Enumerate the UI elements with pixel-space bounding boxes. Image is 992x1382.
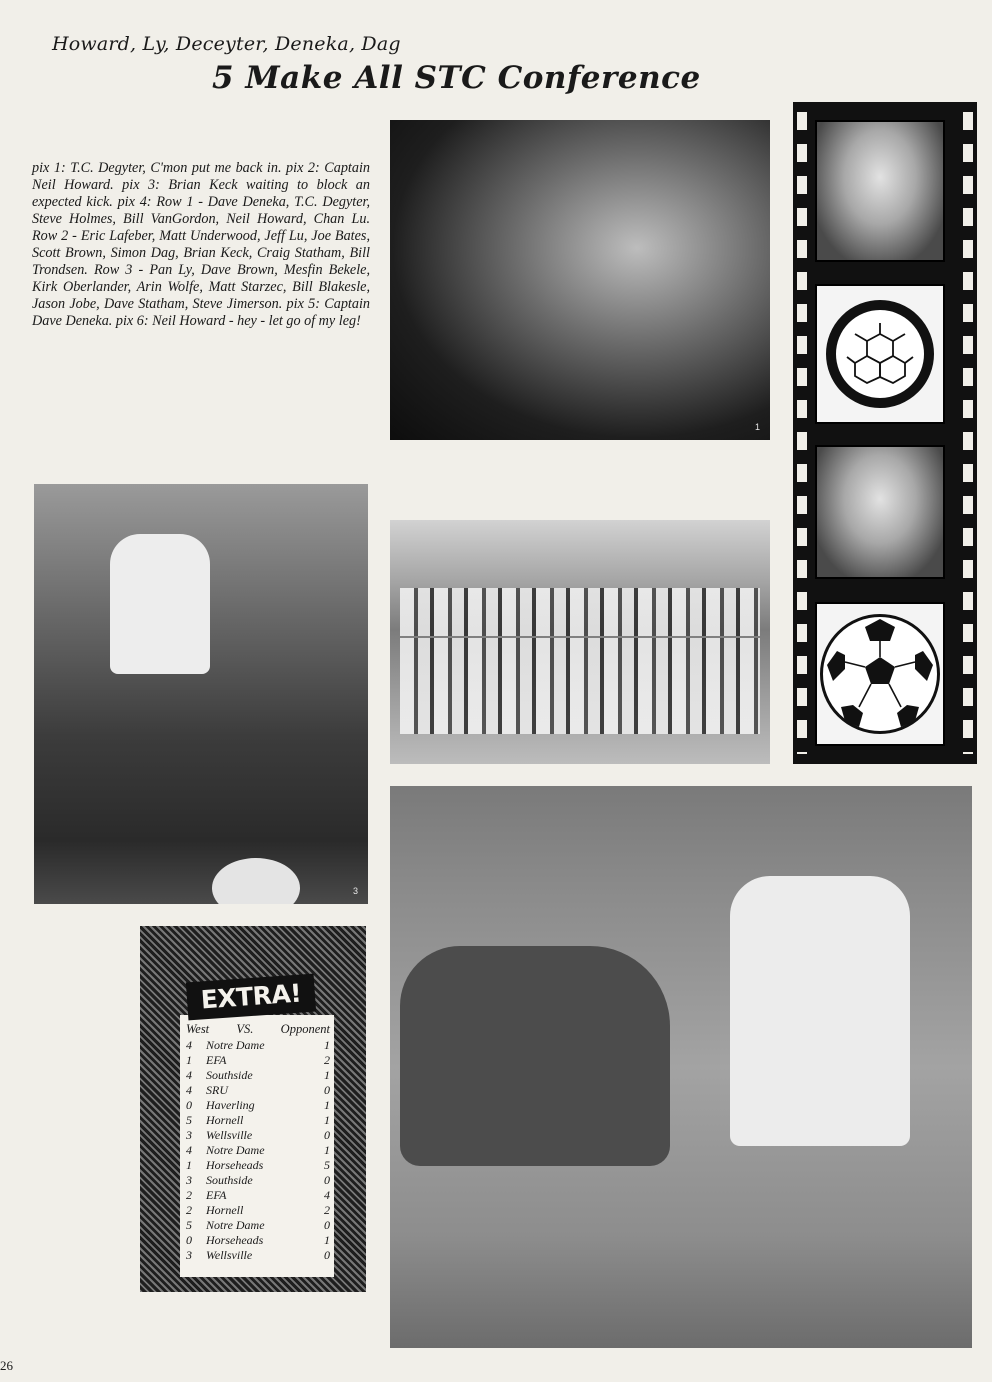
score-opponent: Wellsville bbox=[206, 1128, 253, 1142]
score-row bbox=[186, 1188, 330, 1203]
score-opponent: Southside bbox=[206, 1173, 253, 1187]
score-west: 1 bbox=[186, 1053, 192, 1067]
col-opponent: Opponent bbox=[280, 1022, 330, 1036]
goalie-figure bbox=[110, 534, 210, 674]
score-west: 0 bbox=[186, 1233, 192, 1247]
col-west: West bbox=[186, 1022, 210, 1036]
film-sprocket-holes bbox=[963, 112, 973, 754]
score-opponent: SRU bbox=[206, 1083, 228, 1097]
score-west: 3 bbox=[186, 1248, 192, 1262]
score-west: 5 bbox=[186, 1113, 192, 1127]
score-row bbox=[186, 1128, 330, 1143]
score-row bbox=[186, 1143, 330, 1158]
photo-number: 1 bbox=[754, 422, 760, 432]
score-west: 3 bbox=[186, 1128, 192, 1142]
score-score: 1 bbox=[324, 1233, 330, 1247]
score-opponent: Hornell bbox=[206, 1203, 244, 1217]
extra-title: EXTRA! bbox=[186, 974, 316, 1021]
player-figure bbox=[730, 876, 910, 1146]
film-strip bbox=[793, 102, 977, 764]
score-row bbox=[186, 1233, 330, 1248]
photo-team-group bbox=[390, 520, 770, 764]
player-names: Howard, Ly, Deceyter, Deneka, Dag bbox=[52, 33, 401, 55]
score-score: 1 bbox=[324, 1143, 330, 1157]
team-row-3 bbox=[400, 588, 760, 636]
score-score: 1 bbox=[324, 1068, 330, 1082]
score-west: 2 bbox=[186, 1188, 192, 1202]
score-west: 4 bbox=[186, 1038, 192, 1052]
page-number: 26 bbox=[0, 1358, 13, 1373]
score-opponent: Haverling bbox=[206, 1098, 255, 1112]
score-score: 0 bbox=[324, 1083, 330, 1097]
score-opponent: Horseheads bbox=[206, 1158, 264, 1172]
score-row bbox=[186, 1083, 330, 1098]
portrait-neil-howard bbox=[815, 120, 945, 262]
score-score: 5 bbox=[324, 1158, 330, 1172]
col-vs: VS. bbox=[236, 1022, 254, 1036]
photo-number: 3 bbox=[352, 886, 358, 896]
score-row bbox=[186, 1053, 330, 1068]
soccer-ball-icon bbox=[820, 614, 940, 734]
score-row bbox=[186, 1068, 330, 1083]
score-west: 5 bbox=[186, 1218, 192, 1232]
score-table bbox=[186, 1022, 330, 1263]
soccer-ball-blur bbox=[212, 858, 300, 904]
score-row bbox=[186, 1218, 330, 1233]
score-opponent: Southside bbox=[206, 1068, 253, 1082]
score-opponent: Notre Dame bbox=[206, 1143, 265, 1157]
team-row-1 bbox=[400, 686, 760, 734]
score-row bbox=[186, 1113, 330, 1128]
score-west: 3 bbox=[186, 1173, 192, 1187]
score-opponent: Notre Dame bbox=[206, 1038, 265, 1052]
score-west: 0 bbox=[186, 1098, 192, 1112]
score-score: 1 bbox=[324, 1098, 330, 1112]
score-score: 0 bbox=[324, 1248, 330, 1262]
score-score: 4 bbox=[324, 1188, 330, 1202]
score-score: 0 bbox=[324, 1218, 330, 1232]
score-row bbox=[186, 1158, 330, 1173]
score-row bbox=[186, 1248, 330, 1263]
score-opponent: EFA bbox=[206, 1053, 227, 1067]
soccer-ball-pattern-icon bbox=[845, 319, 915, 389]
score-west: 4 bbox=[186, 1083, 192, 1097]
score-score: 2 bbox=[324, 1203, 330, 1217]
score-west: 2 bbox=[186, 1203, 192, 1217]
score-score: 0 bbox=[324, 1173, 330, 1187]
soccer-ball-pattern-icon bbox=[823, 617, 937, 731]
score-west: 4 bbox=[186, 1143, 192, 1157]
score-score: 2 bbox=[324, 1053, 330, 1067]
opponent-figure bbox=[400, 946, 670, 1166]
score-opponent: EFA bbox=[206, 1188, 227, 1202]
score-rows bbox=[186, 1038, 330, 1263]
score-west: 1 bbox=[186, 1158, 192, 1172]
soccer-ball-icon bbox=[826, 300, 934, 408]
score-row bbox=[186, 1098, 330, 1113]
page-headline: 5 Make All STC Conference bbox=[212, 60, 701, 96]
score-score: 1 bbox=[324, 1038, 330, 1052]
photo-degyter-bench bbox=[390, 120, 770, 440]
score-row bbox=[186, 1038, 330, 1053]
score-opponent: Hornell bbox=[206, 1113, 244, 1127]
score-row bbox=[186, 1203, 330, 1218]
score-opponent: Notre Dame bbox=[206, 1218, 265, 1232]
score-score: 1 bbox=[324, 1113, 330, 1127]
score-score: 0 bbox=[324, 1128, 330, 1142]
soccer-ball-icon-frame bbox=[815, 602, 945, 746]
photo-brian-keck-goalie bbox=[34, 484, 368, 904]
portrait-dave-deneka bbox=[815, 445, 945, 579]
score-west: 4 bbox=[186, 1068, 192, 1082]
soccer-ball-icon-frame bbox=[815, 284, 945, 424]
score-opponent: Horseheads bbox=[206, 1233, 264, 1247]
score-opponent: Wellsville bbox=[206, 1248, 253, 1262]
photo-caption: pix 1: T.C. Degyter, C'mon put me back in. pix 2: Captain Neil Howard. pix 3: Brian Keck waiting to block an expected kick. pix 4: Row 1 - Dave Deneka, T.C. Degyter, Steve Holmes, Bill VanGordon, Neil Howard, Chan Lu. Row 2 - Eric Lafeber, Matt Underwood, Jeff Lu, Joe Bates, Scott Brown, Simon Dag, Brian Keck, Craig Statham, Bill Trondsen. Row 3 - Pan Ly, Dave Brown, Mesfin Bekele, Kirk Oberlander, Arin Wolfe, Matt Starzec, Bill Blakesle, Jason Jobe, Dave Statham, Steve Jimerson. pix 5: Captain Dave Deneka. pix 6: Neil Howard - hey - let go of my leg! bbox=[32, 160, 370, 329]
team-row-2 bbox=[400, 638, 760, 686]
photo-neil-howard-action bbox=[390, 786, 972, 1348]
film-sprocket-holes bbox=[797, 112, 807, 754]
score-row bbox=[186, 1173, 330, 1188]
score-table-header bbox=[186, 1022, 330, 1037]
